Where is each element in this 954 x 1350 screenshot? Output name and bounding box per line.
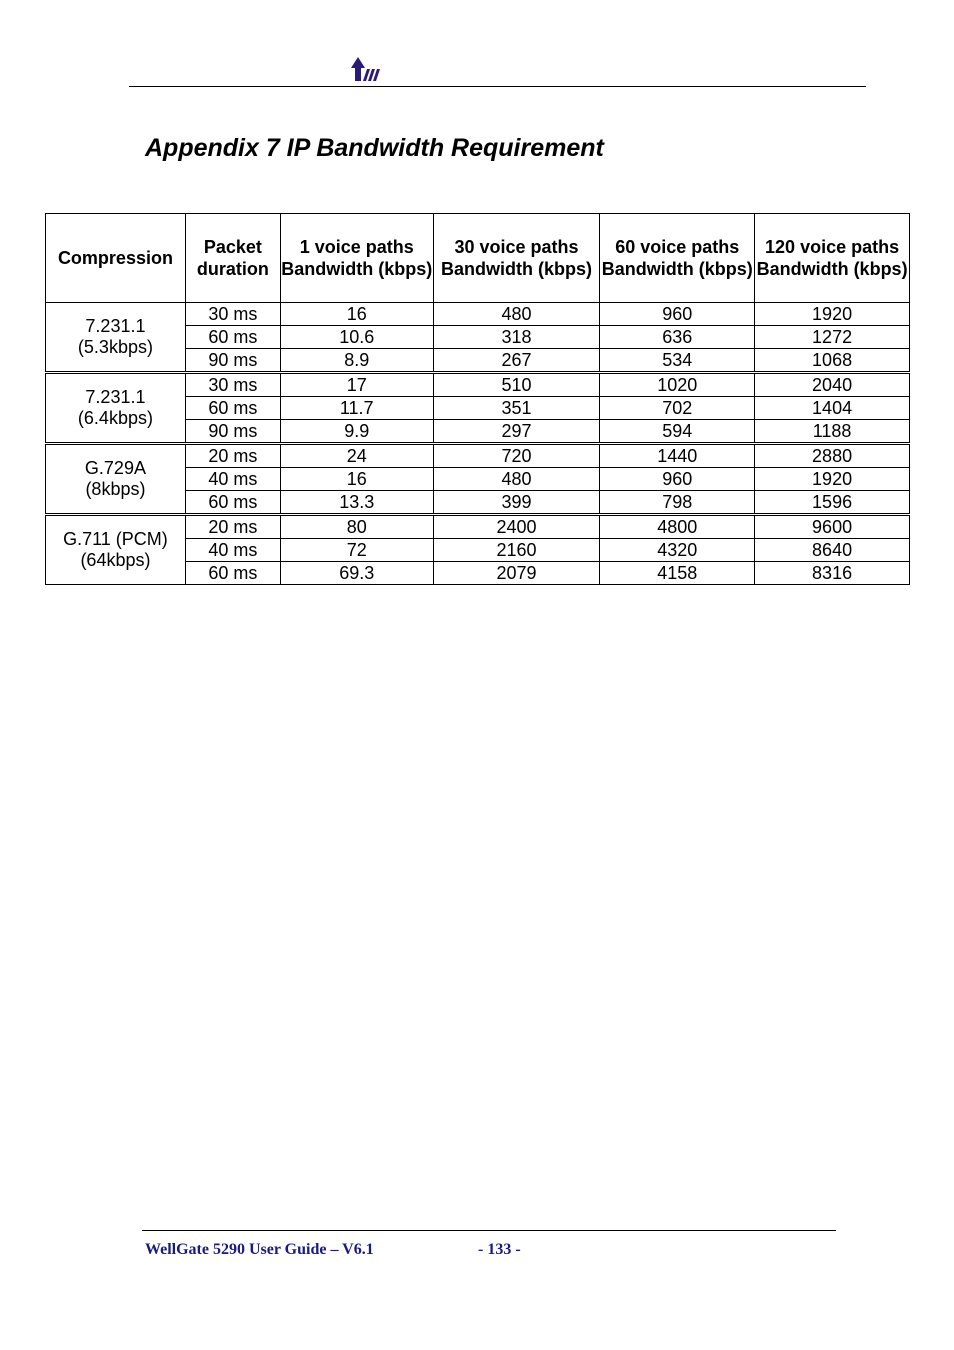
bandwidth-cell: 510 (433, 373, 600, 397)
bandwidth-cell: 960 (600, 303, 755, 326)
footer-rule (142, 1230, 836, 1231)
packet-duration-cell: 60 ms (185, 397, 280, 420)
codec-group (46, 515, 910, 585)
page-title: Appendix 7 IP Bandwidth Requirement (145, 134, 604, 162)
bandwidth-cell: 2160 (433, 539, 600, 562)
compression-cell (46, 373, 186, 444)
compression-cell (46, 303, 186, 373)
bandwidth-cell: 10.6 (280, 326, 433, 349)
bandwidth-cell: 636 (600, 326, 755, 349)
bandwidth-cell: 13.3 (280, 491, 433, 515)
bandwidth-cell: 4800 (600, 515, 755, 539)
bandwidth-cell: 4158 (600, 562, 755, 585)
packet-duration-cell: 90 ms (185, 420, 280, 444)
packet-duration-cell: 40 ms (185, 468, 280, 491)
bandwidth-cell: 1020 (600, 373, 755, 397)
bandwidth-cell: 1404 (755, 397, 910, 420)
bandwidth-cell: 1188 (755, 420, 910, 444)
column-header: Packet duration (185, 214, 280, 303)
column-header: 1 voice paths Bandwidth (kbps) (280, 214, 433, 303)
bandwidth-cell: 1272 (755, 326, 910, 349)
compression-label: G.729A (84, 458, 146, 478)
packet-duration-cell: 90 ms (185, 349, 280, 373)
packet-duration-cell: 60 ms (185, 491, 280, 515)
bandwidth-cell: 24 (280, 444, 433, 468)
bandwidth-cell: 72 (280, 539, 433, 562)
bandwidth-cell: 16 (280, 468, 433, 491)
codec-group (46, 444, 910, 515)
bandwidth-cell: 720 (433, 444, 600, 468)
footer-guide-title: WellGate 5290 User Guide – V6.1 (145, 1241, 374, 1258)
bandwidth-cell: 960 (600, 468, 755, 491)
codec-group (46, 373, 910, 444)
column-header: 60 voice paths Bandwidth (kbps) (600, 214, 755, 303)
bandwidth-cell: 480 (433, 468, 600, 491)
bandwidth-cell: 399 (433, 491, 600, 515)
bandwidth-cell: 1920 (755, 303, 910, 326)
bandwidth-cell: 2079 (433, 562, 600, 585)
bandwidth-cell: 69.3 (280, 562, 433, 585)
packet-duration-cell: 20 ms (185, 515, 280, 539)
bandwidth-cell: 594 (600, 420, 755, 444)
wellgate-logo-icon (348, 56, 380, 82)
table-row (46, 373, 910, 397)
bandwidth-cell: 16 (280, 303, 433, 326)
table-row (46, 515, 910, 539)
column-header: 120 voice paths Bandwidth (kbps) (755, 214, 910, 303)
packet-duration-cell: 30 ms (185, 303, 280, 326)
bandwidth-cell: 2880 (755, 444, 910, 468)
bandwidth-cell: 480 (433, 303, 600, 326)
compression-cell (46, 515, 186, 585)
bandwidth-cell: 9600 (755, 515, 910, 539)
compression-label: (5.3kbps) (77, 337, 153, 357)
footer-page-number: - 133 - (478, 1241, 521, 1258)
compression-cell (46, 444, 186, 515)
bandwidth-cell: 80 (280, 515, 433, 539)
table-row (46, 444, 910, 468)
bandwidth-cell: 534 (600, 349, 755, 373)
compression-label: (6.4kbps) (77, 408, 153, 428)
bandwidth-table (45, 213, 910, 585)
bandwidth-cell: 1440 (600, 444, 755, 468)
bandwidth-cell: 2400 (433, 515, 600, 539)
bandwidth-cell: 297 (433, 420, 600, 444)
bandwidth-cell: 2040 (755, 373, 910, 397)
compression-label: (64kbps) (80, 550, 151, 570)
compression-label: (8kbps) (85, 479, 146, 499)
packet-duration-cell: 30 ms (185, 373, 280, 397)
bandwidth-cell: 702 (600, 397, 755, 420)
bandwidth-cell: 351 (433, 397, 600, 420)
bandwidth-cell: 17 (280, 373, 433, 397)
bandwidth-cell: 9.9 (280, 420, 433, 444)
bandwidth-cell: 1596 (755, 491, 910, 515)
bandwidth-cell: 267 (433, 349, 600, 373)
packet-duration-cell: 40 ms (185, 539, 280, 562)
compression-label: 7.231.1 (85, 387, 146, 407)
table-row (46, 303, 910, 326)
header-rule (129, 86, 866, 87)
bandwidth-cell: 318 (433, 326, 600, 349)
bandwidth-cell: 1068 (755, 349, 910, 373)
bandwidth-cell: 798 (600, 491, 755, 515)
bandwidth-cell: 11.7 (280, 397, 433, 420)
compression-label: 7.231.1 (85, 316, 146, 336)
column-header: 30 voice paths Bandwidth (kbps) (433, 214, 600, 303)
table-header-row (46, 214, 910, 303)
codec-group (46, 303, 910, 373)
bandwidth-cell: 4320 (600, 539, 755, 562)
packet-duration-cell: 60 ms (185, 326, 280, 349)
compression-label: G.711 (PCM) (63, 529, 168, 549)
bandwidth-cell: 8.9 (280, 349, 433, 373)
bandwidth-cell: 1920 (755, 468, 910, 491)
packet-duration-cell: 20 ms (185, 444, 280, 468)
bandwidth-cell: 8316 (755, 562, 910, 585)
column-header: Compression (46, 214, 186, 303)
packet-duration-cell: 60 ms (185, 562, 280, 585)
bandwidth-cell: 8640 (755, 539, 910, 562)
